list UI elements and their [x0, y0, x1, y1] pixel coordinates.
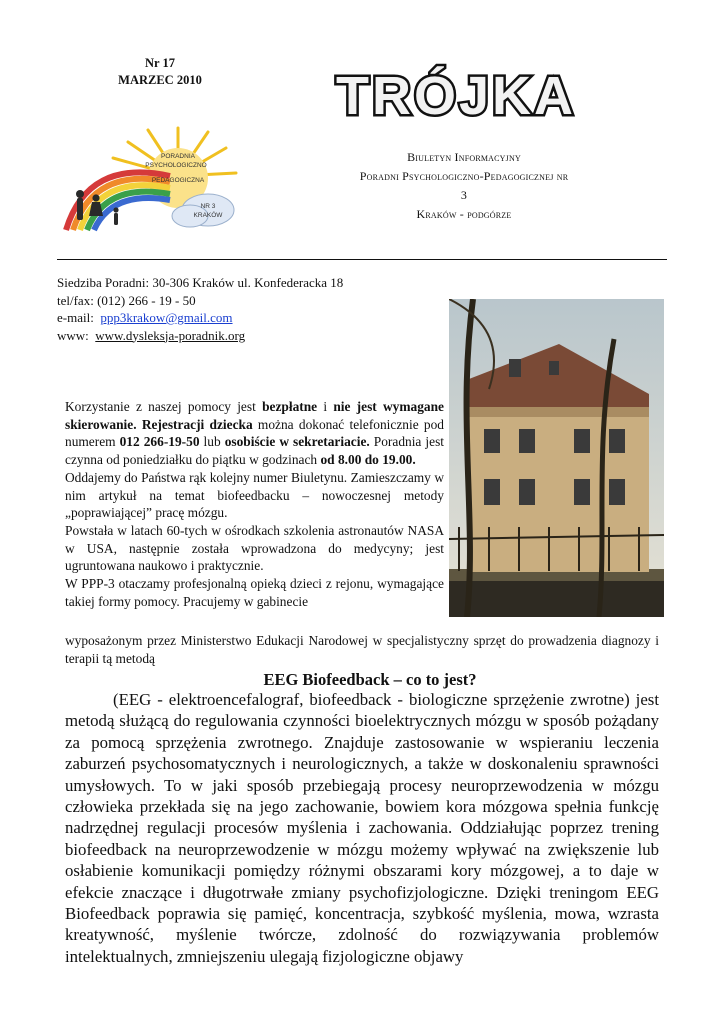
subtitle-line-3: 3	[460, 188, 468, 202]
intro-paragraph-1: Korzystanie z naszej pomocy jest bezpłatne i nie jest wymagane skierowanie. Rejestracji dziecka można dokonać telefonicznie pod numerem 012 266-19-50 lub osobiście w sekretariacie. Poradnia jest czynna od poniedziałku do piątku w godzinach od 8.00 do 19.00.	[65, 399, 445, 468]
contact-email-row	[57, 309, 437, 327]
issue-date: MARZEC 2010	[118, 73, 202, 87]
contact-www-row	[57, 327, 437, 345]
logo-text-line-2: PSYCHOLOGICZNO	[145, 162, 207, 169]
header-divider	[57, 259, 667, 260]
intro-paragraph-2: Oddajemy do Państwa rąk kolejny numer Biuletynu. Zamieszczamy w nim artykuł na temat biofeedbacku – nowoczesnej metody „poprawiającej” pracę mózgu.	[65, 469, 444, 521]
intro-paragraph-4: W PPP-3 otaczamy profesjonalną opieką dzieci z rejonu, wymagające takiej formy pomocy. Pracujemy w gabinecie	[65, 576, 444, 609]
intro-paragraph-4-continued: wyposażonym przez Ministerstwo Edukacji Narodowej w specjalistyczny sprzęt do prowadzenia diagnozy i terapii tą metodą	[65, 633, 659, 666]
intro-paragraph-3: Powstała w latach 60-tych w ośrodkach szkolenia astronautów NASA w USA, następnie została wprowadzona do medycyny; jest ugruntowana naukowo i praktycznie.	[65, 522, 444, 574]
email-label: e-mail:	[57, 310, 94, 325]
logo-text-line-1: PORADNIA	[161, 153, 195, 160]
intro-text	[65, 398, 444, 610]
email-link[interactable]: ppp3krakow@gmail.com	[100, 310, 233, 325]
clinic-logo	[58, 118, 243, 233]
logo-text-line-5: KRAKÓW	[193, 212, 223, 219]
www-link[interactable]: www.dysleksja-poradnik.org	[95, 327, 246, 343]
subtitle-line-1: Biuletyn Informacyjny	[407, 150, 521, 164]
bulletin-subtitle	[318, 148, 610, 224]
building-photo	[449, 299, 664, 617]
logo-text-line-4: NR 3	[200, 203, 216, 210]
www-label: www:	[57, 327, 89, 343]
issue-number: Nr 17	[145, 56, 175, 70]
subtitle-line-4: Kraków - podgórze	[416, 207, 512, 221]
masthead-title	[330, 58, 600, 126]
logo-text-line-3: PEDAGOGICZNA	[151, 177, 205, 184]
article-paragraph: (EEG - elektroencefalograf, biofeedback - biologiczne sprzężenie zwrotne) jest metodą służącą do regulowania czynności bioelektrycznych mózgu w sposób pożądany za pomocą sprzężenia zwrotnego. Znajduje zastosowanie w wspieraniu leczenia zaburzeń psychosomatycznych i neurologicznych, a także w doskonaleniu sprawności umysłowych. To w jaki sposób przebiegają procesy neuroprzewodzenia w mózgu człowieka przekłada się na jego zachowanie, bowiem kora mózgowa spełnia funkcję nadrzędnej regulacji procesów myślenia i zachowania. Oddziałując poprzez trening biofeedback na neuroprzewodzenie w mózgu możemy wpływać na zwiększenie lub osłabienie komunikacji pomiędzy różnymi obszarami kory mózgowej, a to daje w efekcie znaczące i długotrwałe zmiany psychofizjologiczne. Dzięki treningom EEG Biofeedback poprawia się pamięć, koncentracja, szybkość myślenia, mowa, wzrasta kreatywność, myślenie twórcze, zdolność do rozwiązywania problemów intelektualnych, zmniejszeniu ulegają fizjologiczne objawy	[65, 690, 659, 966]
masthead-title-text: TRÓJKA	[336, 66, 577, 126]
article-title: EEG Biofeedback – co to jest?	[263, 670, 477, 689]
contact-address: Siedziba Poradni: 30-306 Kraków ul. Konfederacka 18	[57, 275, 344, 290]
issue-info	[70, 55, 250, 89]
article-body	[65, 689, 659, 967]
subtitle-line-2: Poradni Psychologiczno-Pedagogicznej nr	[359, 169, 569, 183]
contact-phone: tel/fax: (012) 266 - 19 - 50	[57, 292, 196, 308]
contact-info	[57, 274, 437, 344]
